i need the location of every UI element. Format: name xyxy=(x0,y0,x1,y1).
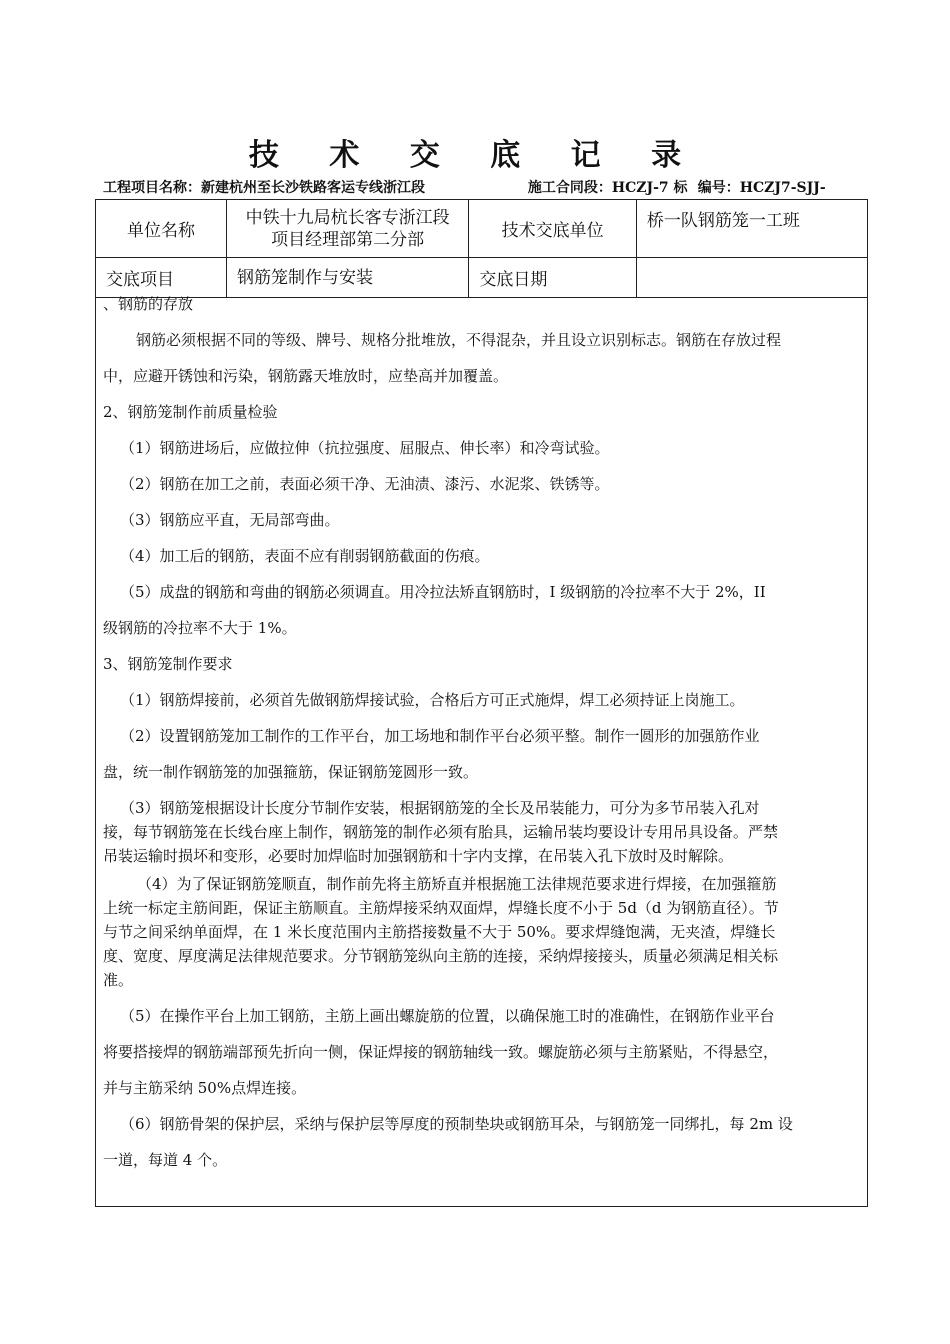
section-3-item-cont: 准。 xyxy=(103,971,134,989)
section-2-item-cont: 级钢筋的冷拉率不大于 1%。 xyxy=(103,619,297,637)
disclosure-unit-label: 技术交底单位 xyxy=(469,200,636,258)
section-3-item-cont: 将要搭接焊的钢筋端部预先折向一侧，保证焊接的钢筋轴线一致。螺旋筋必须与主筋紧贴，不得悬空， xyxy=(103,1043,779,1061)
info-table xyxy=(95,199,868,298)
unit-value-line-1: 中铁十九局杭长客专浙江段 xyxy=(245,207,450,228)
section-3-item: （6）钢筋骨架的保护层，采纳与保护层等厚度的预制垫块或钢筋耳朵，与钢筋笼一同绑扎，每 2m 设 xyxy=(120,1115,793,1133)
project-name: 工程项目名称：新建杭州至长沙铁路客运专线浙江段 xyxy=(103,180,425,196)
section-3-item-cont: 接，每节钢筋笼在长线台座上制作，钢筋笼的制作必须有胎具，运输吊装均要设计专用吊具设备。严禁 xyxy=(103,823,779,841)
section-2-item: （4）加工后的钢筋，表面不应有削弱钢筋截面的伤痕。 xyxy=(120,547,490,565)
date-label: 交底日期 xyxy=(469,258,636,298)
section-2-title: 2、钢筋笼制作前质量检验 xyxy=(103,403,278,421)
section-2-item: （5）成盘的钢筋和弯曲的钢筋必须调直。用冷拉法矫直钢筋时，I 级钢筋的冷拉率不大于 2%，II xyxy=(120,583,766,601)
section-3-title: 3、钢筋笼制作要求 xyxy=(103,655,233,673)
section-3-item: （1）钢筋焊接前，必须首先做钢筋焊接试验，合格后方可正式施焊，焊工必须持证上岗施工。 xyxy=(120,691,745,709)
section-3-item-cont: 吊装运输时损坏和变形，必要时加焊临时加强钢筋和十字内支撑，在吊装入孔下放时及时解除。 xyxy=(103,847,734,865)
section-3-item: （4）为了保证钢筋笼顺直，制作前先将主筋矫直并根据施工法律规范要求进行焊接，在加强箍筋 xyxy=(137,875,777,893)
item-value: 钢筋笼制作与安装 xyxy=(226,258,468,298)
section-2-item: （2）钢筋在加工之前，表面必须干净、无油渍、漆污、水泥浆、铁锈等。 xyxy=(120,475,610,493)
document-number: 编号：HCZJ7-SJJ- xyxy=(697,180,826,196)
section-3-item-cont: 并与主筋采纳 50%点焊连接。 xyxy=(103,1079,307,1097)
section-3-item: （2）设置钢筋笼加工制作的工作平台，加工场地和制作平台必须平整。制作一圆形的加强筋作业 xyxy=(120,727,760,745)
section-2-item: （1）钢筋进场后，应做拉伸（抗拉强度、屈服点、伸长率）和冷弯试验。 xyxy=(120,439,610,457)
disclosure-unit-value: 桥一队钢筋笼一工班 xyxy=(636,200,867,258)
section-1-text-line: 中，应避开锈蚀和污染，钢筋露天堆放时，应垫高并加覆盖。 xyxy=(103,367,509,385)
unit-value-line-2: 项目经理部第二分部 xyxy=(271,229,425,250)
item-label: 交底项目 xyxy=(96,258,227,298)
section-3-item-cont: 度、宽度、厚度满足法律规范要求。分节钢筋笼纵向主筋的连接，采纳焊接接头，质量必须满足相关标 xyxy=(103,947,779,965)
section-3-item: （3）钢筋笼根据设计长度分节制作安装，根据钢筋笼的全长及吊装能力，可分为多节吊装入孔对 xyxy=(120,799,760,817)
section-3-item-cont: 盘，统一制作钢筋笼的加强箍筋，保证钢筋笼圆形一致。 xyxy=(103,763,479,781)
section-3-item-cont: 一道，每道 4 个。 xyxy=(103,1151,228,1169)
table-row xyxy=(96,200,868,258)
document-header xyxy=(103,177,863,197)
section-2-item: （3）钢筋应平直，无局部弯曲。 xyxy=(120,511,340,529)
disclosure-content xyxy=(95,290,868,1178)
section-3-item: （5）在操作平台上加工钢筋，主筋上画出螺旋筋的位置，以确保施工时的准确性，在钢筋作业平台 xyxy=(120,1007,775,1025)
unit-value xyxy=(226,200,468,258)
section-1-title: 、钢筋的存放 xyxy=(103,295,194,313)
section-3-item-cont: 与节之间采纳单面焊，在 1 米长度范围内主筋搭接数量不大于 50%。要求焊缝饱满，无夹渣，焊缝长 xyxy=(103,923,776,941)
unit-label: 单位名称 xyxy=(96,200,227,258)
page-title: 技 术 交 底 记 录 xyxy=(248,138,702,173)
contract-section: 施工合同段：HCZJ-7 标 xyxy=(527,180,688,196)
section-3-item-cont: 上统一标定主筋间距，保证主筋顺直。主筋焊接采纳双面焊，焊缝长度不小于 5d（d 为钢筋直径）。节 xyxy=(103,899,779,917)
section-1-text-line: 钢筋必须根据不同的等级、牌号、规格分批堆放，不得混杂，并且设立识别标志。钢筋在存放过程 xyxy=(136,331,782,349)
